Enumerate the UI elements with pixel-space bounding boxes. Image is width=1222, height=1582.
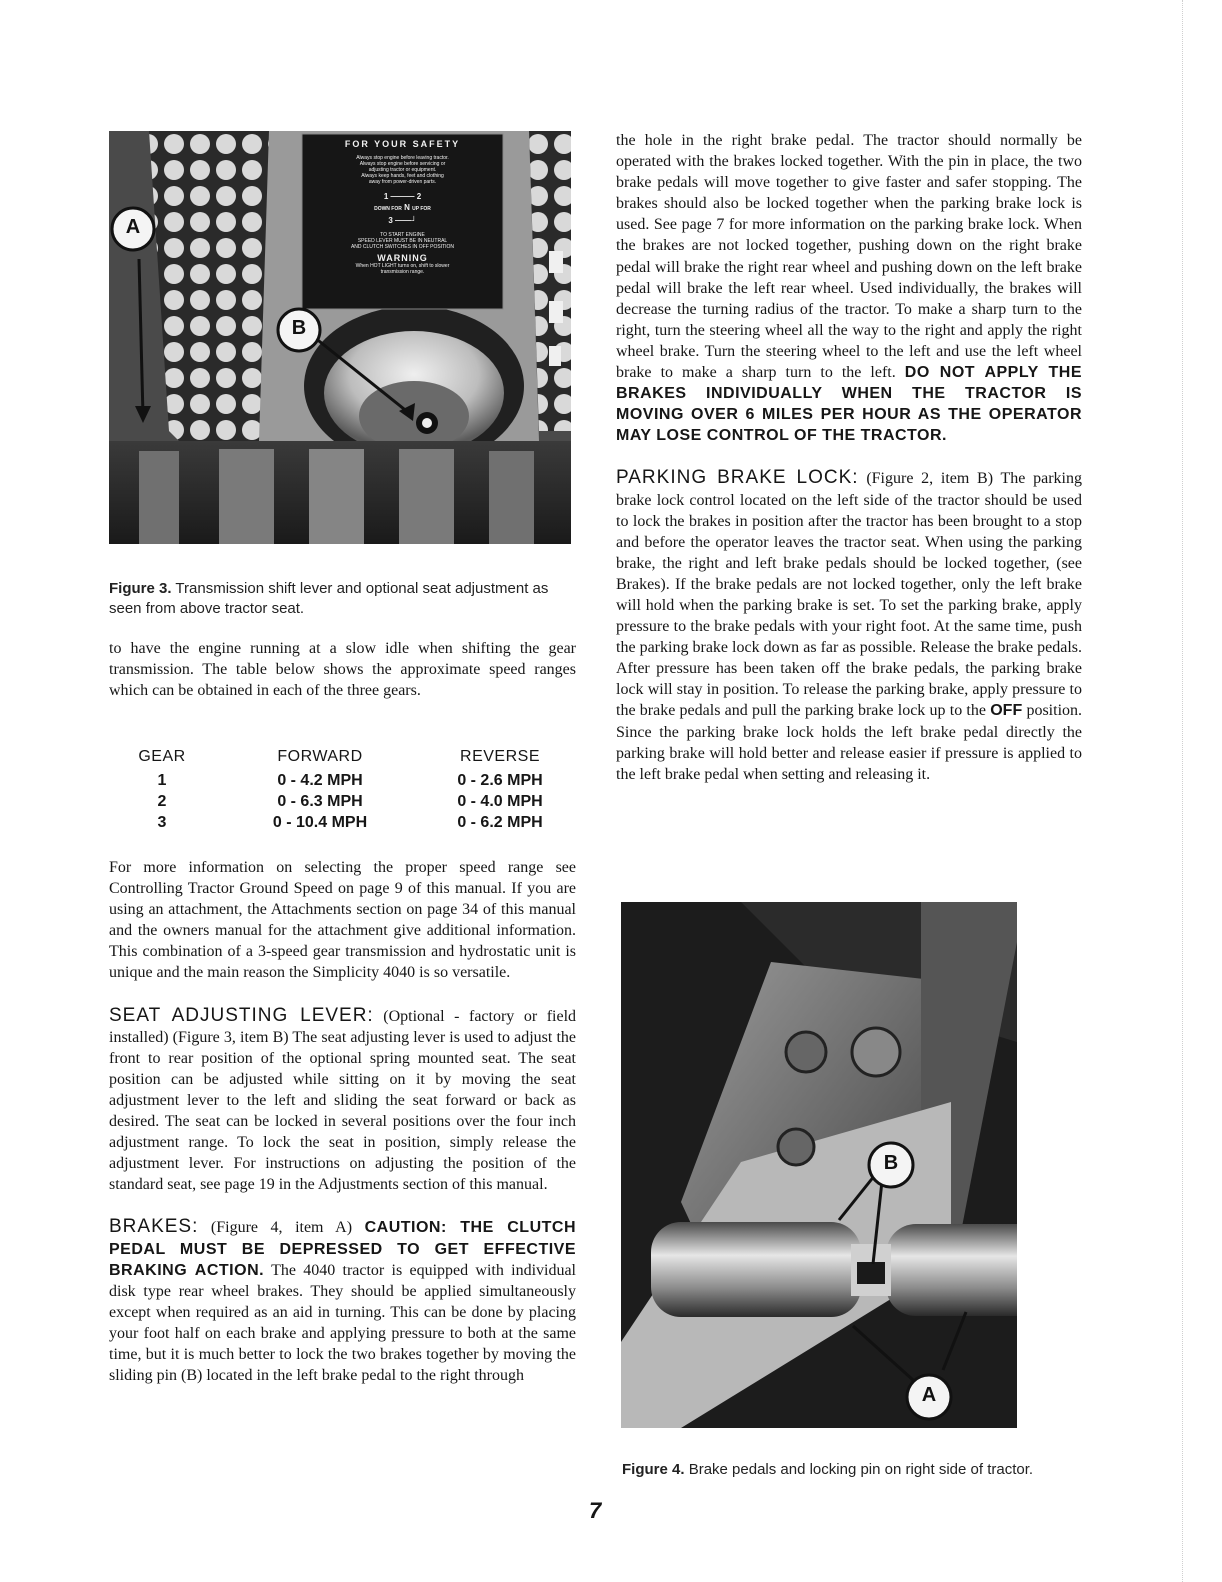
brakes-continued-text: the hole in the right brake pedal. The tractor should normally be operated with the brakes locked together. With the pin in place, the two brake pedals will move together to give faster and safer stopping. The brakes should also be locked together when the parking brake lock is used. See page 7 for more information on the parking brake lock. When the brakes are not locked together, pushing down on the right brake pedal will brake the right rear wheel and pushing down on the left brake pedal will brake the left rear wheel. Used individually, the brakes will decrease the turning radius of the tractor. To make a sharp turn to the right, turn the steering wheel all the way to the right and apply the right wheel brake. Turn the steering wheel to the left and use the left wheel brake to make a sharp turn to the left. <box>616 132 1082 382</box>
parking-off: OFF <box>990 702 1023 720</box>
parking-ref: (Figure 2, item B) <box>866 470 994 488</box>
start-line: AND CLUTCH SWITCHES IN OFF POSITION <box>350 244 455 250</box>
figure-4-callout-a: A <box>921 1384 937 1406</box>
figure-4-caption-text: Brake pedals and locking pin on right side of tractor. <box>688 1461 1034 1478</box>
figure-4-callout-b: B <box>883 1152 899 1174</box>
shift-gear-1: 1 <box>383 192 389 201</box>
table-row <box>109 812 575 833</box>
speed-range-table <box>109 744 575 833</box>
figure-3-caption-text: Transmission shift lever and optional seat adjustment as seen from above tractor seat. <box>109 580 549 617</box>
table-cell: 0 - 6.2 MPH <box>457 813 543 831</box>
parking-text-a: The parking brake lock control located on the left side of the tractor should be used to lock the brakes in position after the tractor has been brought to a stop and before the operator leaves the tractor seat. When using the parking brake, the right and left brake pedals should be locked together, (see Brakes). If the brake pedals are not locked together, only the left brake will hold when the parking brake is set. To set the parking brake, apply pressure to the brake pedals with your right foot. At the same time, push the parking brake lock down as far as possible. Release the brake pedals. After pressure has been taken off the brake pedals, the parking brake lock will stay in position. To release the parking brake, apply pressure to the brake pedals and pull the parking brake lock up to the <box>616 470 1082 720</box>
page-number: 7 <box>589 1498 602 1523</box>
safety-plate-line: away from power-driven parts. <box>368 179 437 185</box>
safety-plate <box>302 134 503 309</box>
shift-gear-3: 3 <box>388 216 393 225</box>
safety-plate-title: FOR YOUR SAFETY <box>344 139 461 149</box>
table-cell: 0 - 10.4 MPH <box>272 813 368 831</box>
table-cell: 3 <box>157 813 167 831</box>
table-header-row <box>109 744 575 770</box>
brakes-warning: DO NOT APPLY THE BRAKES INDIVIDUALLY WHEN THE TRACTOR IS MOVING OVER 6 MILES PER HOUR AS THE OPERATOR MAY LOSE CONTROL OF THE TRACTOR. <box>616 364 1083 445</box>
table-row <box>109 791 575 812</box>
safety-plate-line: Always stop engine before servicing or <box>359 161 446 167</box>
shift-gear-2: 2 <box>416 192 422 201</box>
table-cell: 0 - 6.3 MPH <box>277 792 363 810</box>
seat-text: (Optional - factory or field installed) (Figure 3, item B) The seat adjusting lever is used to adjust the front to rear position of the optional spring mounted seat. The seat position can be adjusted while sitting on it by moving the seat adjustment lever to the left and sliding the seat forward or back as desired. The seat can be locked in several positions over the four inch adjustment range. To lock the seat in position, simply release the adjustment lever. For instructions on adjusting the position of the standard seat, see page 19 in the Adjustments section of this manual. <box>109 1007 577 1194</box>
parking-text-b: position. Since the parking brake lock holds the left brake pedal directly the parking brake will hold better and release easier if pressure is applied to the left brake pedal when setting and releasing it. <box>616 702 1083 783</box>
shift-pattern: 1 ——— 2 DOWN FOR N UP FOR 3 ——┘ <box>374 192 431 225</box>
page-edge-rule <box>1182 0 1183 1582</box>
left-column-lower <box>109 857 576 1386</box>
figure-3-caption-label: Figure 3. <box>109 580 172 597</box>
right-column <box>616 130 1082 785</box>
table-cell: 0 - 4.0 MPH <box>457 792 543 810</box>
table-cell: 0 - 2.6 MPH <box>457 771 543 789</box>
seat-section <box>109 1005 576 1196</box>
figure-3-photo <box>109 131 571 544</box>
table-header-reverse: REVERSE <box>460 748 540 765</box>
warning-line: transmission range. <box>380 269 425 275</box>
safety-plate-line: adjusting tractor or equipment. <box>368 167 437 173</box>
callout-a-label: A <box>125 216 141 238</box>
shifting-paragraph: to have the engine running at a slow idle when shifting the gear transmission. The table below shows the approximate speed ranges which can be obtained in each of the three gears. <box>109 640 576 700</box>
figure-4-photo <box>621 902 1017 1428</box>
start-line: TO START ENGINE <box>380 232 425 238</box>
brakes-section <box>109 1216 576 1386</box>
left-column <box>109 638 576 701</box>
parking-section <box>616 467 1082 784</box>
warning-title: WARNING <box>377 253 428 263</box>
table-cell: 1 <box>157 771 167 789</box>
table-row <box>109 770 575 791</box>
safety-plate-line: Always stop engine before leaving tractor. <box>356 155 449 161</box>
safety-plate-line: Always keep hands, feet and clothing <box>361 173 444 179</box>
brakes-text: The 4040 tractor is equipped with individual disk type rear wheel brakes. They should be applied simultaneously except when required as an aid in turning. This can be done by placing your foot half on each brake and applying pressure to both at the same time, but it is much better to lock the two brakes together by moving the sliding pin (B) located in the left brake pedal to the right through <box>109 1261 577 1385</box>
start-line: SPEED LEVER MUST BE IN NEUTRAL <box>357 238 448 244</box>
brakes-continued <box>616 130 1082 446</box>
figure-4-caption-label: Figure 4. <box>622 1461 685 1478</box>
figure-3-caption <box>109 579 579 619</box>
figure-4-caption <box>622 1460 1092 1480</box>
more-info-paragraph: For more information on selecting the proper speed range see Controlling Tractor Ground Speed on page 9 of this manual. If you are using an attachment, the Attachments section on page 34 of this manual and the owners manual for the attachment give additional information. This combination of a 3-speed gear transmission and hydrostatic unit is unique and the main reason the Simplicity 4040 is so versatile. <box>109 859 576 982</box>
brakes-heading: BRAKES: <box>109 1216 199 1238</box>
brakes-ref: (Figure 4, item A) <box>210 1219 353 1237</box>
shift-up-label: UP FOR <box>412 206 431 212</box>
shift-neutral: N <box>404 203 410 212</box>
shift-down-label: DOWN FOR <box>374 206 402 212</box>
table-header-gear: GEAR <box>138 748 186 765</box>
callout-b-label: B <box>291 317 307 339</box>
table-header-forward: FORWARD <box>277 748 363 765</box>
parking-heading: PARKING BRAKE LOCK: <box>616 467 859 489</box>
seat-heading: SEAT ADJUSTING LEVER: <box>109 1004 374 1026</box>
warning-line: When HOT LIGHT turns on, shift to slower <box>355 263 450 269</box>
table-cell: 2 <box>157 792 167 810</box>
brakes-caution: CAUTION: THE CLUTCH PEDAL MUST BE DEPRESSED TO GET EFFECTIVE BRAKING ACTION. <box>109 1219 577 1279</box>
table-cell: 0 - 4.2 MPH <box>277 771 363 789</box>
